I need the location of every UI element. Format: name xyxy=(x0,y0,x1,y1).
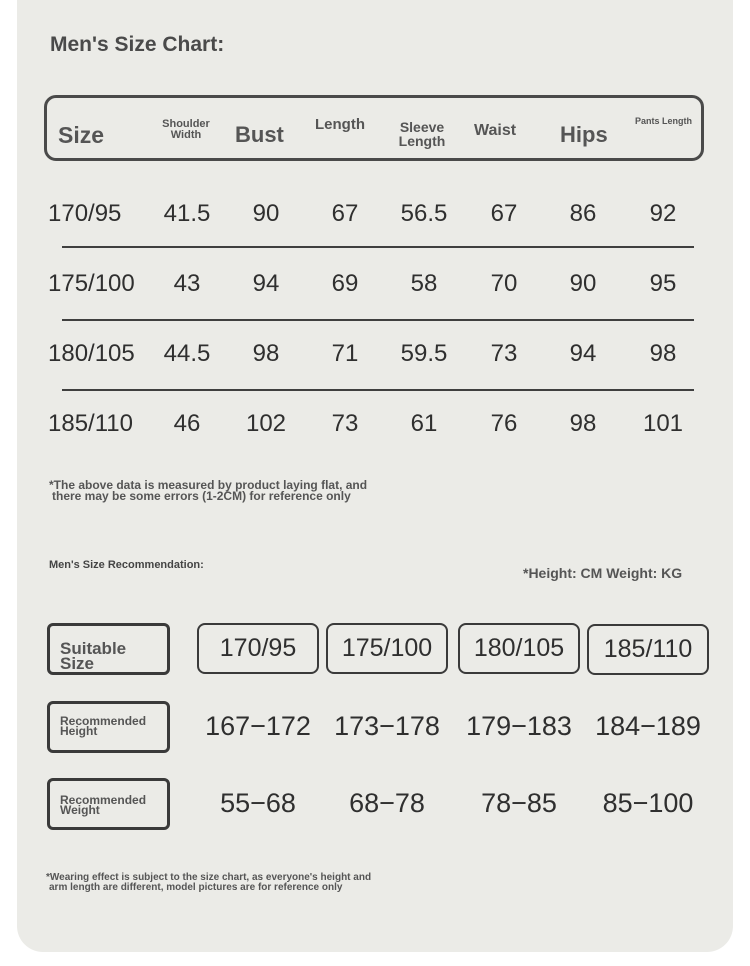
height-range: 179−183 xyxy=(466,711,572,741)
measurement-note xyxy=(49,480,367,502)
cell-sleeve: 59.5 xyxy=(400,340,448,367)
size-pill: 170/95 xyxy=(197,623,319,674)
cell-length: 71 xyxy=(331,340,359,367)
units-label: *Height: CM Weight: KG xyxy=(523,565,683,581)
cell-hips: 98 xyxy=(569,410,597,437)
cell-waist: 70 xyxy=(490,270,518,297)
fit-note xyxy=(46,873,371,893)
cell-shoulder: 43 xyxy=(173,270,201,297)
table-header xyxy=(44,95,704,161)
header-waist: Waist xyxy=(474,122,517,139)
size-pill: 185/110 xyxy=(587,624,709,675)
cell-bust: 94 xyxy=(252,270,280,297)
header-shoulder-width: Shoulder Width xyxy=(162,118,210,141)
cell-hips: 90 xyxy=(569,270,597,297)
note-line: *Wearing effect is subject to the size chart, as everyone's height and xyxy=(46,872,372,883)
cell-length: 67 xyxy=(331,200,359,227)
cell-shoulder: 44.5 xyxy=(163,340,211,367)
label-suitable-size xyxy=(47,623,170,675)
cell-sleeve: 58 xyxy=(410,270,438,297)
header-length: Length xyxy=(315,116,365,133)
size-pill: 180/105 xyxy=(458,623,580,674)
cell-size: 180/105 xyxy=(48,340,135,367)
header-bust: Bust xyxy=(235,122,284,147)
cell-waist: 67 xyxy=(490,200,518,227)
cell-bust: 102 xyxy=(245,410,287,437)
cell-sleeve: 61 xyxy=(410,410,438,437)
label-text: Recommended Height xyxy=(60,714,147,738)
cell-bust: 90 xyxy=(252,200,280,227)
weight-range: 78−85 xyxy=(481,788,557,818)
height-range: 167−172 xyxy=(205,711,311,741)
header-size: Size xyxy=(58,122,105,148)
height-range: 184−189 xyxy=(595,711,701,741)
cell-length: 73 xyxy=(331,410,359,437)
cell-pants: 101 xyxy=(642,410,684,437)
cell-pants: 95 xyxy=(649,270,677,297)
cell-bust: 98 xyxy=(252,340,280,367)
size-pill: 175/100 xyxy=(326,623,448,674)
weight-range: 68−78 xyxy=(349,788,425,818)
cell-hips: 86 xyxy=(569,200,597,227)
cell-shoulder: 46 xyxy=(173,410,201,437)
cell-shoulder: 41.5 xyxy=(163,200,211,227)
label-text: Suitable Size xyxy=(60,639,127,673)
height-range: 173−178 xyxy=(334,711,440,741)
header-hips: Hips xyxy=(560,122,608,147)
row-divider xyxy=(62,389,694,391)
cell-size: 175/100 xyxy=(48,270,135,297)
label-recommended-height xyxy=(47,701,170,753)
cell-length: 69 xyxy=(331,270,359,297)
label-recommended-weight xyxy=(47,778,170,830)
cell-sleeve: 56.5 xyxy=(400,200,448,227)
cell-size: 170/95 xyxy=(48,200,122,227)
chart-title: Men's Size Chart: xyxy=(50,33,225,56)
note-line: arm length are different, model pictures are for reference only xyxy=(49,882,343,893)
cell-pants: 92 xyxy=(649,200,677,227)
cell-hips: 94 xyxy=(569,340,597,367)
row-divider xyxy=(62,246,694,248)
weight-range: 85−100 xyxy=(602,788,694,818)
label-text: Recommended Weight xyxy=(60,793,147,817)
header-sleeve-length: Sleeve Length xyxy=(398,119,446,149)
cell-pants: 98 xyxy=(649,340,677,367)
weight-range: 55−68 xyxy=(220,788,296,818)
cell-size: 185/110 xyxy=(48,410,133,437)
note-line: there may be some errors (1-2CM) for reference only xyxy=(52,489,351,503)
header-pants-length: Pants Length xyxy=(635,116,693,126)
note-line: *The above data is measured by product laying flat, and xyxy=(49,478,368,492)
row-divider xyxy=(62,319,694,321)
cell-waist: 73 xyxy=(490,340,518,367)
cell-waist: 76 xyxy=(490,410,518,437)
recommendation-title: Men's Size Recommendation: xyxy=(49,559,204,571)
